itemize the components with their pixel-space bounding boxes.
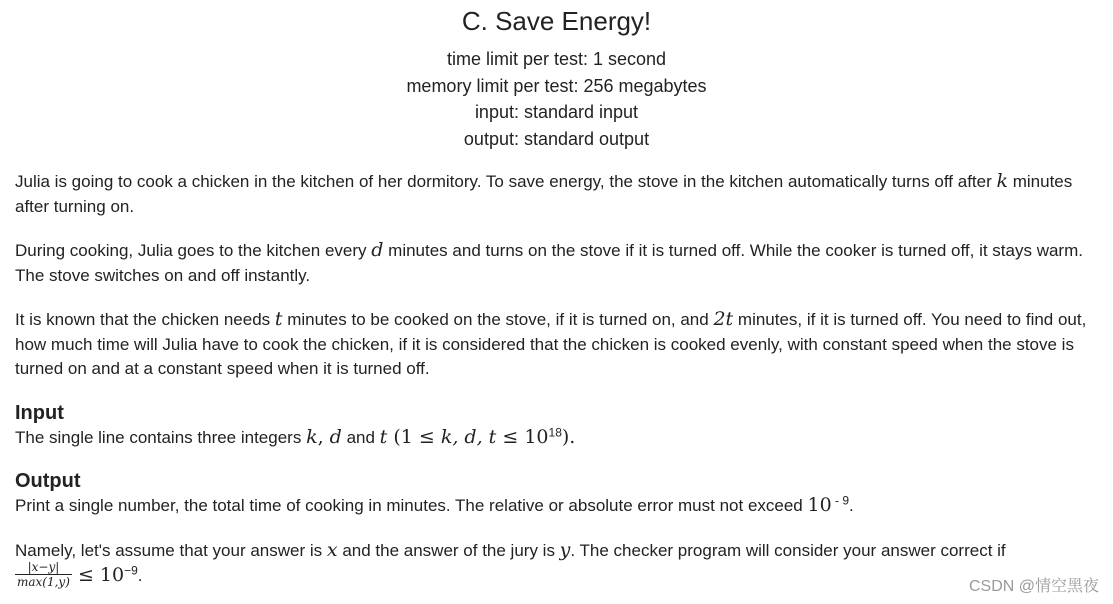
text: Print a single number, the total time of cooking in minutes. The relative or absolute error must not exceed bbox=[15, 496, 808, 515]
text: The single line contains three integers bbox=[15, 427, 307, 447]
problem-header bbox=[0, 6, 1113, 152]
text: and the answer of the jury is bbox=[337, 540, 560, 560]
text: minutes, if it is turned off. You need to find out, how much time will Julia have to cook the chicken, if it is considered that the chicken is cooked evenly, with constant speed when the stove is turned on and at a constant speed when it is turned off. bbox=[15, 310, 1087, 378]
var-t: t bbox=[379, 425, 388, 448]
var-d: d bbox=[371, 239, 384, 261]
checker-note bbox=[15, 538, 1090, 590]
input-file: input: standard input bbox=[474, 102, 639, 122]
constraint-le: ≤ 10 bbox=[496, 425, 549, 448]
error-exp: - 9 bbox=[831, 493, 850, 508]
var-2t: 2t bbox=[713, 308, 734, 330]
text: It is known that the chicken needs bbox=[15, 310, 275, 329]
statement-paragraph-2 bbox=[15, 238, 1090, 288]
memory-limit: memory limit per test: 256 megabytes bbox=[406, 75, 707, 96]
fraction-exp: −9 bbox=[124, 563, 138, 578]
error-base: 10 bbox=[807, 494, 832, 516]
text: and bbox=[341, 427, 380, 447]
text: minutes and turns on the stove if it is turned off. While the cooker is turned off, it stays warm. The stove switches on and off instantly. bbox=[15, 241, 1083, 285]
error-fraction bbox=[15, 560, 72, 589]
var-x: x bbox=[326, 538, 338, 561]
constraint-exp: 18 bbox=[548, 424, 562, 439]
input-specification bbox=[15, 401, 1090, 451]
problem-statement bbox=[15, 169, 1090, 589]
constraint-vars: k, d, t bbox=[440, 425, 497, 448]
text: . bbox=[137, 566, 143, 585]
var-d: d bbox=[329, 425, 342, 448]
watermark: CSDN @情空黑夜 bbox=[968, 578, 1099, 595]
output-heading: Output bbox=[15, 470, 81, 492]
fraction-numerator: |x−y| bbox=[15, 560, 72, 575]
var-y: y bbox=[559, 538, 571, 561]
text: minutes after turning on. bbox=[15, 172, 1073, 216]
statement-paragraph-3 bbox=[15, 307, 1090, 382]
fraction-denominator: max(1,y) bbox=[17, 575, 70, 590]
text: During cooking, Julia goes to the kitchen every bbox=[15, 241, 372, 260]
statement-paragraph-1 bbox=[15, 169, 1090, 219]
var-k: k bbox=[996, 170, 1008, 192]
output-specification bbox=[15, 469, 1090, 519]
input-text bbox=[15, 425, 1090, 451]
var-t: t bbox=[274, 308, 283, 330]
text: Julia is going to cook a chicken in the kitchen of her dormitory. To save energy, the stove in the kitchen automatically turns off after bbox=[15, 172, 997, 191]
text: . The checker program will consider your answer correct if bbox=[570, 540, 1006, 560]
var-k: k bbox=[306, 425, 318, 448]
problem-title: C. Save Energy! bbox=[461, 6, 652, 36]
text: Namely, let's assume that your answer is bbox=[15, 540, 327, 560]
output-text bbox=[15, 493, 1090, 519]
constraint-close: ). bbox=[561, 425, 576, 448]
text: . bbox=[849, 496, 854, 515]
time-limit: time limit per test: 1 second bbox=[446, 49, 667, 69]
output-file: output: standard output bbox=[463, 128, 650, 149]
input-heading: Input bbox=[15, 401, 64, 424]
fraction-le: ≤ 10 bbox=[71, 564, 125, 586]
text: minutes to be cooked on the stove, if it is turned on, and bbox=[282, 310, 714, 329]
comma: , bbox=[317, 425, 330, 448]
constraint-open: (1 ≤ bbox=[387, 425, 441, 448]
